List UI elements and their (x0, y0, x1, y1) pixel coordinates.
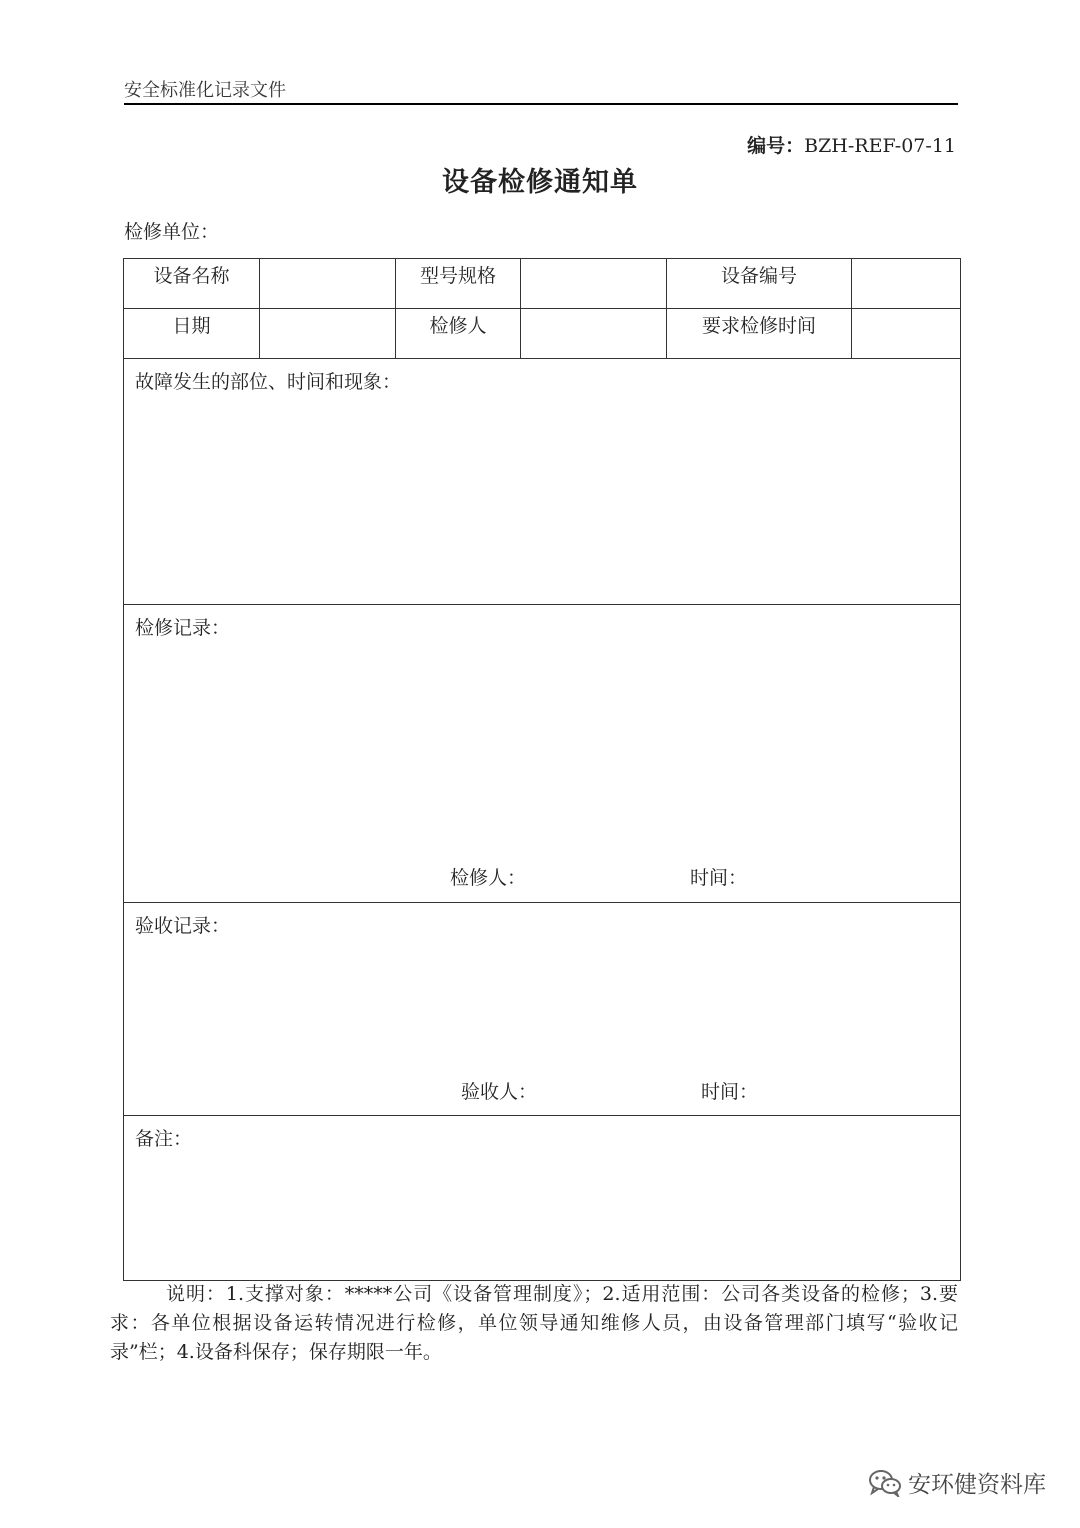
repair-record-section[interactable] (124, 605, 961, 903)
date-field[interactable] (260, 309, 396, 359)
remarks-label: 备注： (135, 1128, 193, 1150)
doc-number-value: BZH-REF-07-11 (804, 135, 956, 157)
wechat-icon (868, 1469, 902, 1497)
table-row-fault (124, 359, 961, 605)
acceptance-time-label: 时间： (701, 1081, 759, 1103)
acceptance-label: 验收记录： (135, 915, 231, 937)
remarks-section[interactable] (124, 1116, 961, 1281)
notes-text: 说明：1.支撑对象：*****公司《设备管理制度》；2.适用范围：公司各类设备的检修；3.要求：各单位根据设备运转情况进行检修，单位领导通知维修人员，由设备管理部门填写“验收记录”栏；4.设备科保存；保存期限一年。 (110, 1283, 958, 1363)
date-label: 日期 (124, 309, 260, 359)
repair-form-table (123, 258, 961, 1281)
table-row-date (124, 309, 961, 359)
doc-number (747, 131, 956, 158)
table-row-acceptance (124, 903, 961, 1116)
watermark (868, 1466, 1046, 1499)
equipment-name-field[interactable] (260, 259, 396, 309)
repairer-label: 检修人 (396, 309, 521, 359)
model-spec-field[interactable] (521, 259, 667, 309)
required-repair-time-label: 要求检修时间 (667, 309, 852, 359)
model-spec-label: 型号规格 (396, 259, 521, 309)
fault-section[interactable] (124, 359, 961, 605)
fault-label: 故障发生的部位、时间和现象： (135, 371, 402, 393)
repairer-field[interactable] (521, 309, 667, 359)
required-repair-time-field[interactable] (852, 309, 961, 359)
table-row-equipment (124, 259, 961, 309)
page-title: 设备检修通知单 (442, 167, 638, 198)
equipment-name-label: 设备名称 (124, 259, 260, 309)
equipment-number-label: 设备编号 (667, 259, 852, 309)
acceptance-section[interactable] (124, 903, 961, 1116)
acceptance-person-label: 验收人： (461, 1081, 538, 1103)
repair-record-label: 检修记录： (135, 617, 231, 639)
repair-time-label: 时间： (690, 867, 748, 889)
watermark-text: 安环健资料库 (908, 1472, 1046, 1498)
unit-label: 检修单位： (124, 221, 220, 243)
repair-person-label: 检修人： (450, 867, 527, 889)
header-divider (124, 103, 958, 105)
table-row-repair-record (124, 605, 961, 903)
table-row-remarks (124, 1116, 961, 1281)
equipment-number-field[interactable] (852, 259, 961, 309)
header-text: 安全标准化记录文件 (124, 80, 286, 101)
doc-number-label: 编号： (747, 135, 805, 157)
